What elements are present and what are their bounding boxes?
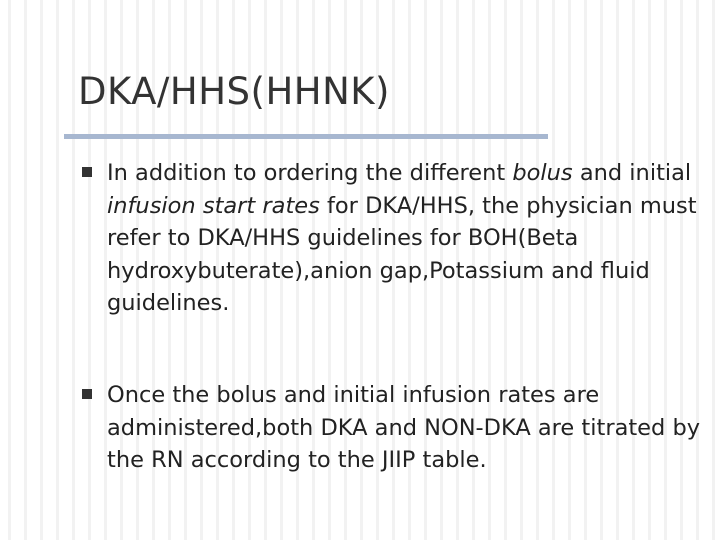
title-underline [64,134,548,139]
square-bullet-icon [82,167,92,177]
slide-title: DKA/HHS(HHNK) [78,70,390,113]
bullet-text-segment: and initial [572,160,692,186]
bullet-text-segment: for DKA/HHS, the physician must refer to DKA/HHS guidelines for BOH(Beta hydroxybuterate),anion gap,Potassium and fluid guidelines. [107,192,697,316]
square-bullet-icon [82,389,92,399]
bullet-text [107,157,707,320]
bullet-text-segment: In addition to ordering the different [107,160,513,186]
bullet-text [107,379,707,477]
bullet-text-emphasis: bolus [512,160,573,186]
bullet-text-emphasis: infusion start rates [107,192,320,219]
bullet-text-segment: Once the bolus and initial infusion rates are administered,both DKA and NON-DKA are titrated by the RN according to the JIIP table. [107,382,701,473]
